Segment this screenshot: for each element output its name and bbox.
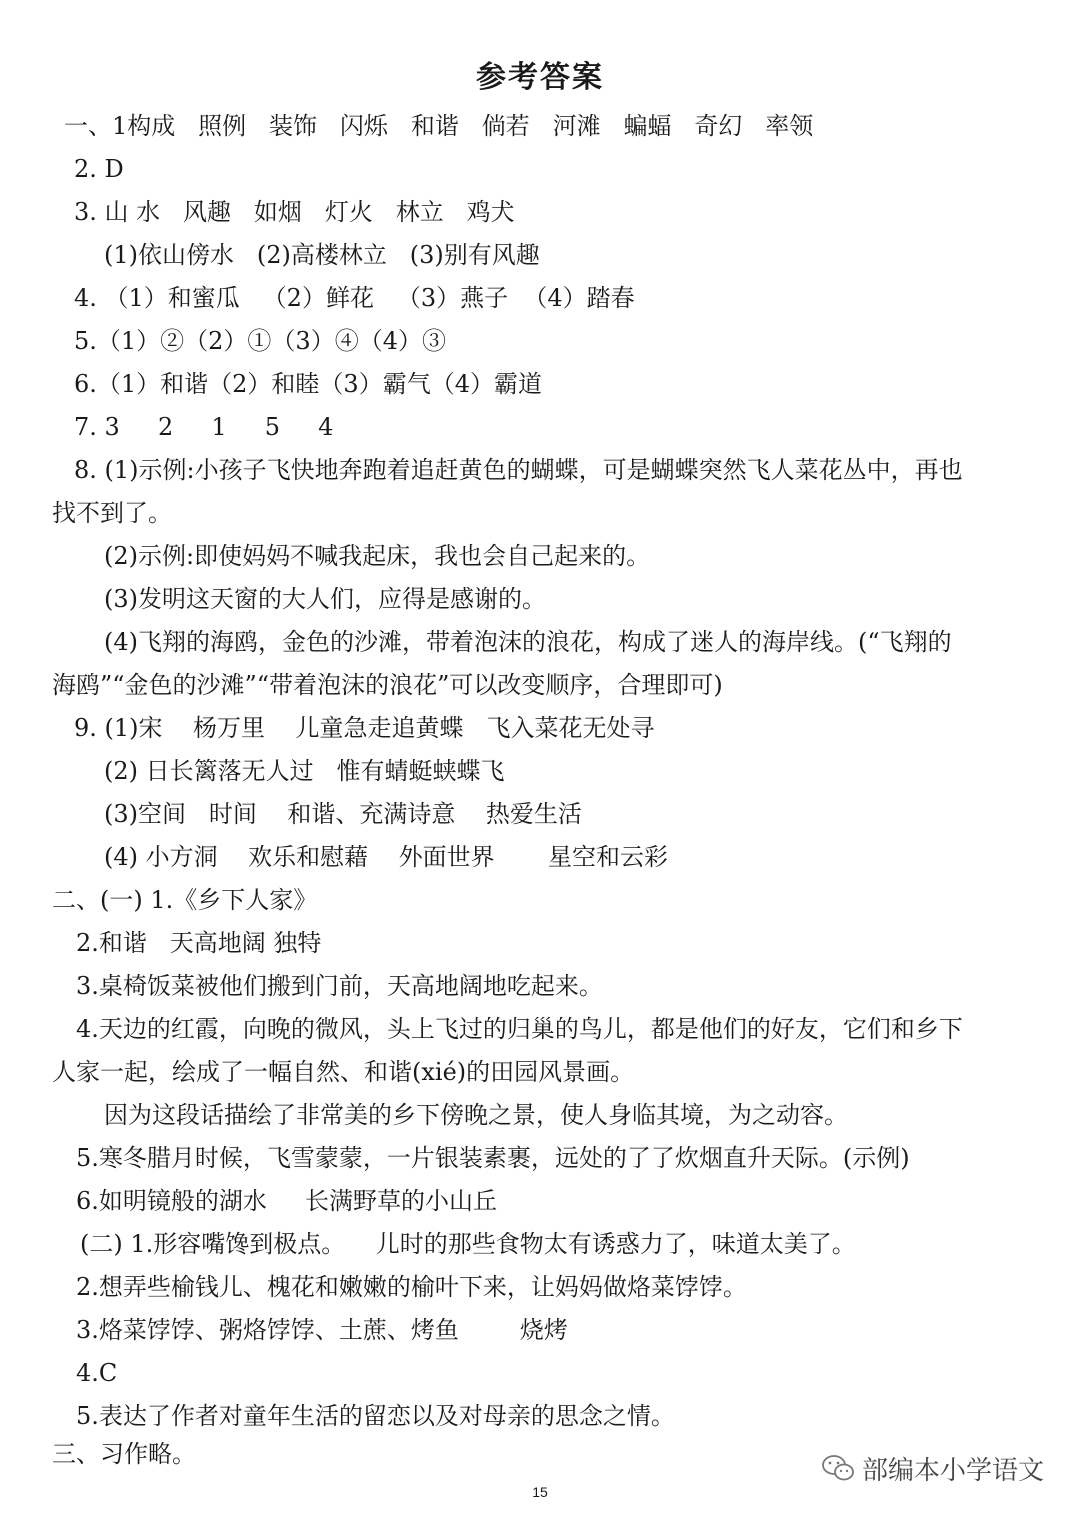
answer-line: 海鸥”“金色的沙滩”“带着泡沫的浪花”可以改变顺序，合理即可) <box>52 671 723 699</box>
answer-line: 3.烙菜饽饽、粥烙饽饽、土蔗、烤鱼 烧烤 <box>76 1316 568 1344</box>
answer-line: (3)发明这天窗的大人们，应得是感谢的。 <box>104 585 546 613</box>
answer-line: (2)示例:即使妈妈不喊我起床，我也会自己起来的。 <box>104 542 651 570</box>
page-title: 参考答案 <box>476 60 604 95</box>
answer-line: (4)飞翔的海鸥，金色的沙滩，带着泡沫的浪花，构成了迷人的海岸线。(“飞翔的 <box>104 628 952 656</box>
answer-line: 因为这段话描绘了非常美的乡下傍晚之景，使人身临其境，为之动容。 <box>104 1101 848 1129</box>
answer-line: 9. (1)宋 杨万里 儿童急走追黄蝶 飞入菜花无处寻 <box>74 714 655 742</box>
answer-line: (1)依山傍水 (2)高楼林立 (3)别有风趣 <box>104 241 540 269</box>
answer-line: 找不到了。 <box>52 499 172 527</box>
answer-line: 一、1构成 照例 装饰 闪烁 和谐 倘若 河滩 蝙蝠 奇幻 率领 <box>64 112 814 140</box>
answer-line: (4) 小方洞 欢乐和慰藉 外面世界 星空和云彩 <box>104 843 669 871</box>
answer-line: 3.桌椅饭菜被他们搬到门前，天高地阔地吃起来。 <box>76 972 603 1000</box>
wechat-icon <box>820 1453 856 1483</box>
answer-line: 人家一起，绘成了一幅自然、和谐(xié)的田园风景画。 <box>52 1058 635 1086</box>
answer-line: (3)空间 时间 和谐、充满诗意 热爱生活 <box>104 800 582 828</box>
watermark-text: 部编本小学语文 <box>862 1455 1045 1486</box>
answer-line: 2.想弄些榆钱儿、槐花和嫩嫩的榆叶下来，让妈妈做烙菜饽饽。 <box>76 1273 747 1301</box>
answer-line: 4.天边的红霞，向晚的微风，头上飞过的归巢的鸟儿，都是他们的好友，它们和乡下 <box>76 1015 963 1043</box>
answer-line: 6.如明镜般的湖水 长满野草的小山丘 <box>76 1187 498 1215</box>
answer-line: 5.（1）②（2）①（3）④（4）③ <box>74 327 446 355</box>
answer-line: 6.（1）和谐（2）和睦（3）霸气（4）霸道 <box>74 370 542 398</box>
answer-line: (2) 日长篱落无人过 惟有蜻蜓蛱蝶飞 <box>104 757 505 785</box>
answer-line: 二、(一) 1.《乡下人家》 <box>52 886 318 914</box>
answer-line: 8. (1)示例:小孩子飞快地奔跑着追赶黄色的蝴蝶，可是蝴蝶突然飞人菜花丛中，再也 <box>74 456 963 484</box>
answer-line: 7. 3 2 1 5 4 <box>74 413 334 441</box>
answer-line: 2. D <box>74 155 124 183</box>
answer-line: 4.C <box>76 1359 118 1387</box>
answer-line: 5.寒冬腊月时候，飞雪蒙蒙，一片银装素裹，远处的了了炊烟直升天际。(示例) <box>76 1144 910 1172</box>
watermark <box>820 1446 1044 1490</box>
answer-line: (二) 1.形容嘴馋到极点。 儿时的那些食物太有诱惑力了，味道太美了。 <box>80 1230 856 1258</box>
answer-line: 2.和谐 天高地阔 独特 <box>76 929 322 957</box>
answer-line: 4. （1）和蜜瓜 （2）鲜花 （3）燕子 （4）踏春 <box>74 284 635 312</box>
answer-line: 三、习作略。 <box>52 1440 196 1468</box>
answer-line: 3. 山 水 风趣 如烟 灯火 林立 鸡犬 <box>74 198 515 226</box>
page-number: 15 <box>532 1484 548 1500</box>
answer-line: 5.表达了作者对童年生活的留恋以及对母亲的思念之情。 <box>76 1402 675 1430</box>
